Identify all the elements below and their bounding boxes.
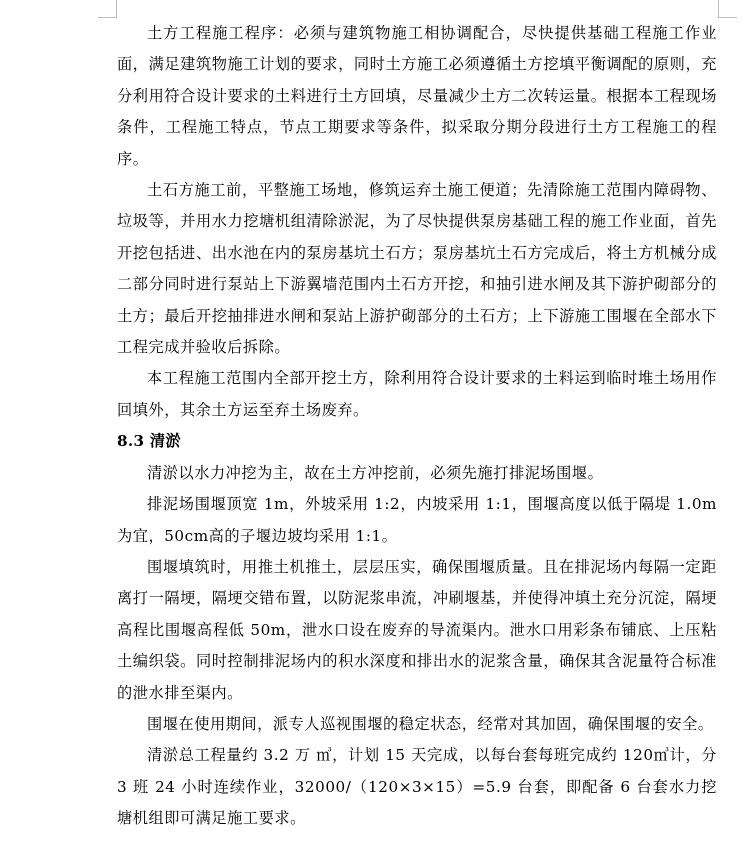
paragraph-earthwork-procedure: 土方工程施工程序：必须与建筑物施工相协调配合，尽快提供基础工程施工作业面，满足建筑物施工计划的要求，同时土方施工必须遵循土方挖填平衡调配的原则，充分利用符合设计要求的土料进行土方回填，尽量减少土方二次转运量。根据本工程现场条件，工程施工特点，节点工期要求等条件，拟采取分期分段进行土方工程施工的程序。: [117, 24, 717, 168]
paragraph-cofferdam-dimensions: 排泥场围堰顶宽 1m，外坡采用 1:2，内坡采用 1:1，围堰高度以低于隔堤 1.0m 为宜，50cm高的子堰边坡均采用 1:1。: [117, 495, 717, 545]
paragraph-dredging-quantity: 清淤总工程量约 3.2 万 ㎥，计划 15 天完成，以每台套每班完成约 120㎥计，分 3 班 24 小时连续作业，32000/（120×3×15）=5.9 台套，即配备 6 台套水力挖塘机组即可满足施工要求。: [117, 746, 717, 828]
section-heading-dredging: 8.3 清淤: [117, 432, 181, 451]
paragraph-cofferdam-inspection: 围堰在使用期间，派专人巡视围堰的稳定状态，经常对其加固，确保围堰的安全。: [147, 714, 714, 733]
paragraph-earthwork-disposal: 本工程施工范围内全部开挖土方，除利用符合设计要求的土料运到临时堆土场用作回填外，其余土方运至弃土场废弃。: [117, 369, 717, 419]
document-body: [117, 18, 717, 835]
paragraph-cofferdam-construction: 围堰填筑时，用推土机推土，层层压实，确保围堰质量。且在排泥场内每隔一定距离打一隔埂，隔埂交错布置，以防泥浆串流，冲刷堰基，并使得冲填土充分沉淀，隔埂高程比围堰高程低 50m，泄水口设在废弃的导流渠内。泄水口用彩条布铺底、上压粘土编织袋。同时控制排泥场内的积水深度和排出水的泥浆含量，确保其含泥量符合标准的泄水排至渠内。: [117, 557, 717, 702]
paragraph-earthwork-sequence: 土石方施工前，平整施工场地，修筑运弃土施工便道；先清除施工范围内障碍物、垃圾等，并用水力挖塘机组清除淤泥，为了尽快提供泵房基础工程的施工作业面，首先开挖包括进、出水池在内的泵房基坑土石方；泵房基坑土石方完成后，将土方机械分成二部分同时进行泵站上下游翼墙范围内土石方开挖，和抽引进水闸及其下游护砌部分的土方；最后开挖抽排进水闸和泵站上游护砌部分的土石方；上下游施工围堰在全部水下工程完成并验收后拆除。: [117, 181, 717, 357]
paragraph-dredging-method: 清淤以水力冲挖为主，故在土方冲挖前，必须先施打排泥场围堰。: [147, 463, 604, 482]
page-corner-mark-top-left: [98, 0, 117, 18]
page-corner-mark-top-right: [718, 0, 737, 18]
